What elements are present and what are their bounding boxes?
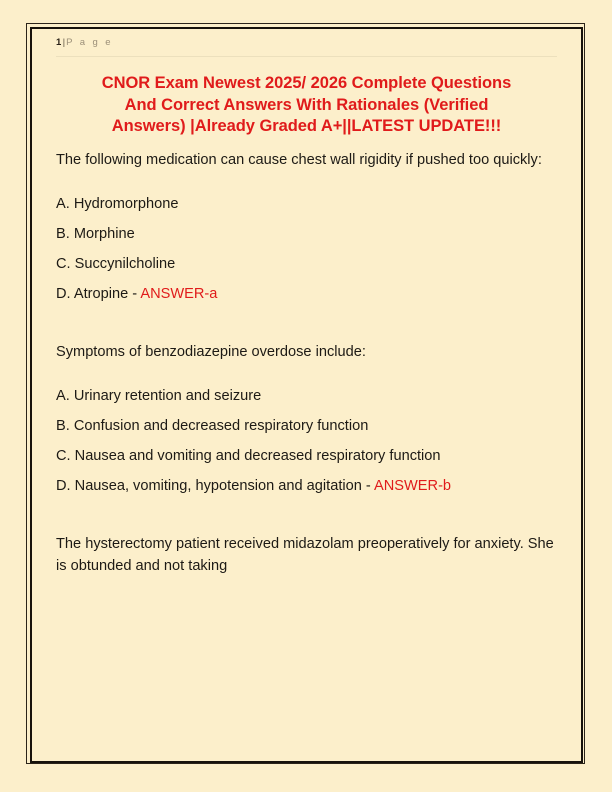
question-1-option-a: A. Hydromorphone xyxy=(56,196,179,212)
question-1-option-c: C. Succynilcholine xyxy=(56,256,176,272)
question-block-1 xyxy=(56,149,557,306)
header-separator: | xyxy=(62,37,66,48)
between-questions-spacer-2 xyxy=(56,498,557,520)
question-2-option-b: B. Confusion and decreased respiratory function xyxy=(56,418,369,434)
title-line-3: Answers) |Already Graded A+||LATEST UPDATE!!! xyxy=(111,117,502,135)
header-page-word: P a g e xyxy=(66,37,113,48)
question-2-option-d xyxy=(56,475,557,498)
header-page-number: 1 xyxy=(56,37,62,48)
question-2-stem: Symptoms of benzodiazepine overdose include: xyxy=(56,343,366,360)
question-2-option-d-text: D. Nausea, vomiting, hypotension and agitation - xyxy=(56,478,375,494)
question-2-option-c: C. Nausea and vomiting and decreased respiratory function xyxy=(56,448,441,464)
document-title xyxy=(72,73,541,138)
page-content xyxy=(42,31,571,757)
question-1-answer-key: ANSWER-a xyxy=(140,286,218,302)
question-block-2 xyxy=(56,341,557,498)
title-line-2: And Correct Answers With Rationales (Verified xyxy=(124,95,489,114)
question-2-spacer xyxy=(56,363,557,385)
between-questions-spacer-2b xyxy=(56,520,557,533)
document-body xyxy=(56,149,557,578)
question-2-answer-key: ANSWER-b xyxy=(374,478,452,494)
between-questions-spacer-1b xyxy=(56,328,557,341)
question-1-option-d xyxy=(56,283,557,306)
page-indicator xyxy=(56,37,557,49)
question-2-option-a: A. Urinary retention and seizure xyxy=(56,388,262,404)
question-1-option-b: B. Morphine xyxy=(56,226,135,242)
trailing-paragraph: The hysterectomy patient received midazolam preoperatively for anxiety. She is obtunded and not taking xyxy=(56,535,554,574)
question-1-stem: The following medication can cause chest wall rigidity if pushed too quickly: xyxy=(56,151,542,168)
question-1-spacer xyxy=(56,171,557,193)
running-header xyxy=(56,31,557,57)
between-questions-spacer-1 xyxy=(56,306,557,328)
title-line-1: CNOR Exam Newest 2025/ 2026 Complete Questions xyxy=(101,74,512,92)
question-1-option-d-text: D. Atropine - xyxy=(56,286,141,302)
